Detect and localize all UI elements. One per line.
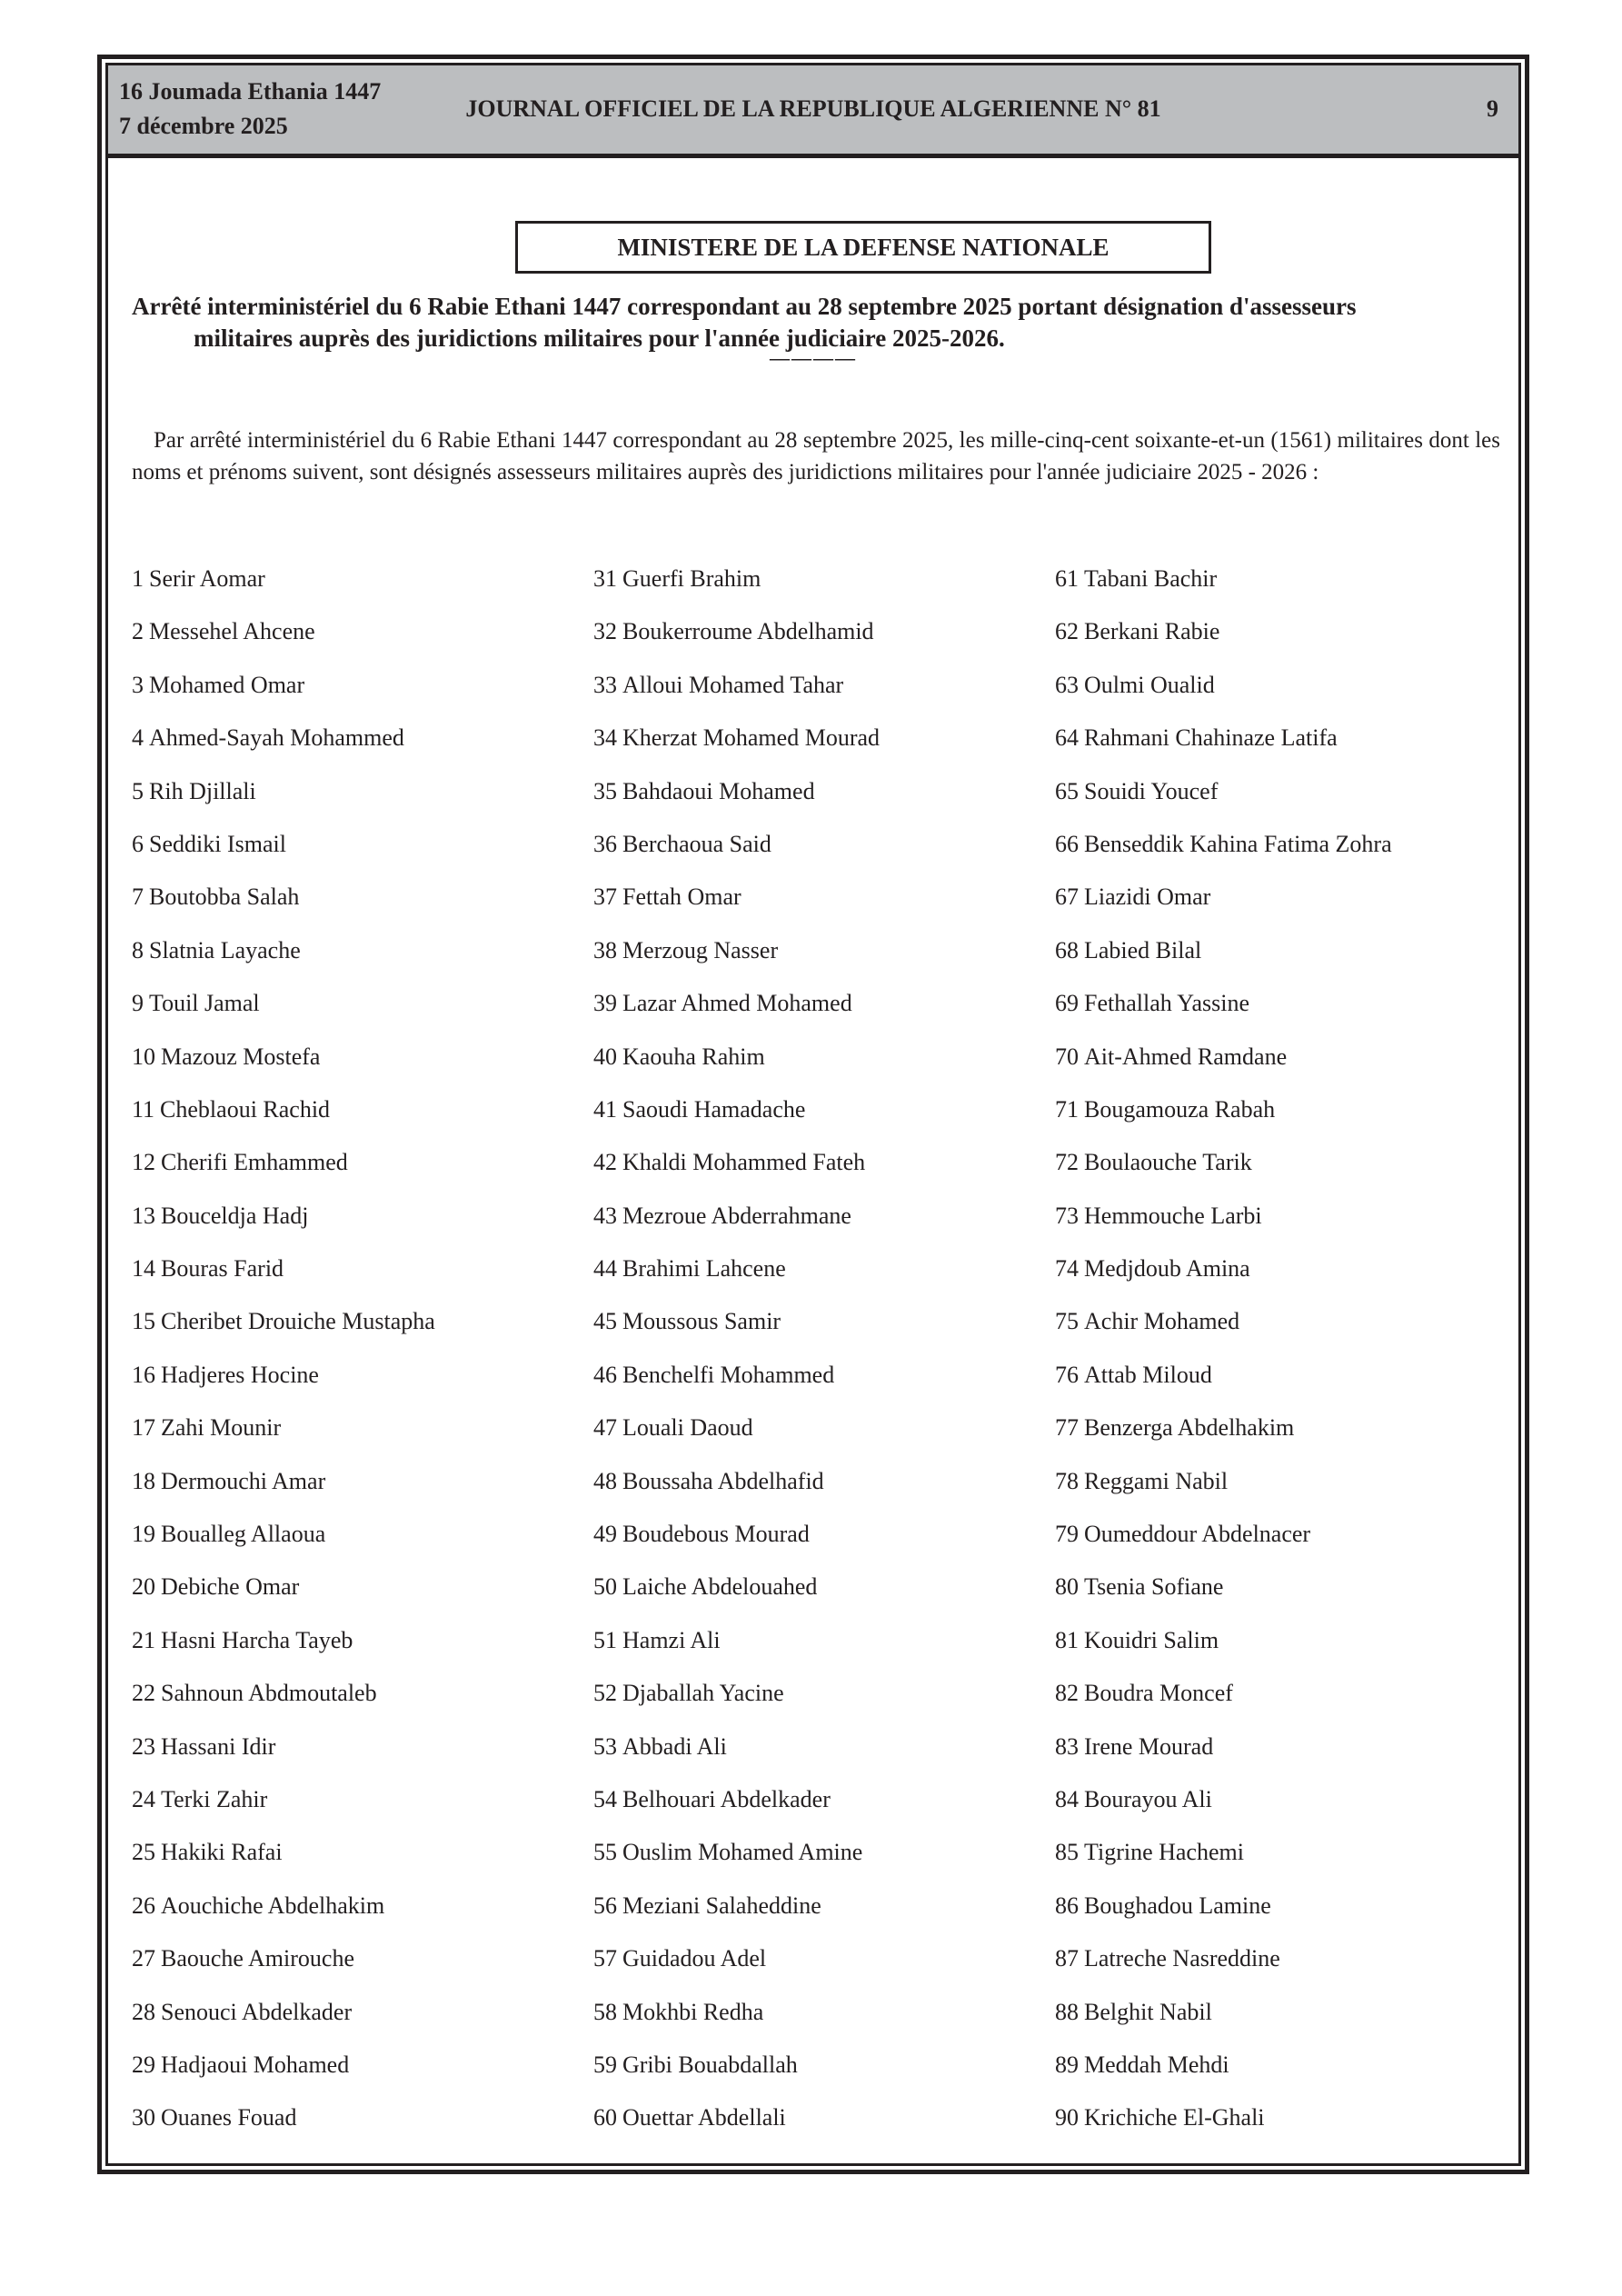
list-item-number: 61 <box>1055 565 1079 592</box>
list-item-name: Lazar Ahmed Mohamed <box>622 990 852 1017</box>
list-item-name: Fettah Omar <box>622 883 741 911</box>
list-item-number: 73 <box>1055 1202 1079 1229</box>
decree-intro-text: Par arrêté interministériel du 6 Rabie Ethani 1447 correspondant au 28 septembre 2025, les mille-cinq-cent soixante-et-un (1561) militaires dont les noms et prénoms suivent, sont désignés assesseurs militaires auprès des juridictions militaires pour l'année judiciaire 2025 - 2026 : <box>132 428 1500 484</box>
list-item-number: 59 <box>593 2051 617 2078</box>
list-item-name: Fethallah Yassine <box>1084 990 1249 1017</box>
list-item <box>593 774 1048 826</box>
list-item-name: Cherifi Emhammed <box>161 1149 348 1176</box>
list-item-name: Alloui Mohamed Tahar <box>622 671 844 698</box>
list-item-number: 40 <box>593 1043 617 1070</box>
list-item-number: 34 <box>593 724 617 752</box>
list-item-name: Boukerroume Abdelhamid <box>622 618 874 645</box>
list-item <box>132 774 586 826</box>
list-item-number: 39 <box>593 990 617 1017</box>
list-item-number: 26 <box>132 1892 155 1919</box>
list-item <box>1055 1729 1509 1782</box>
list-item <box>593 1834 1048 1887</box>
list-item-number: 8 <box>132 936 144 963</box>
list-item-name: Slatnia Layache <box>149 936 301 963</box>
journal-title: JOURNAL OFFICIEL DE LA REPUBLIQUE ALGERIENNE N° 81 <box>465 95 1161 122</box>
list-item-name: Touil Jamal <box>149 990 260 1017</box>
list-item-name: Benzerga Abdelhakim <box>1084 1414 1295 1442</box>
list-item <box>132 561 586 614</box>
journal-header <box>108 65 1518 158</box>
names-column-1 <box>132 561 586 2153</box>
list-item <box>132 1144 586 1197</box>
list-item <box>1055 1251 1509 1303</box>
list-item-number: 4 <box>132 724 144 752</box>
list-item-name: Zahi Mounir <box>161 1414 282 1442</box>
list-item <box>593 1410 1048 1462</box>
decree-title-line2: militaires auprès des juridictions militaires pour l'année judiciaire 2025-2026. <box>194 324 1005 352</box>
list-item <box>132 985 586 1038</box>
list-item-number: 58 <box>593 1998 617 2025</box>
list-item <box>132 614 586 666</box>
list-item-name: Hassani Idir <box>161 1732 276 1760</box>
list-item-number: 80 <box>1055 1573 1079 1601</box>
list-item-number: 12 <box>132 1149 155 1176</box>
list-item-number: 21 <box>132 1626 155 1653</box>
list-item-number: 35 <box>593 777 617 804</box>
list-item <box>132 1941 586 1993</box>
list-item-name: Tabani Bachir <box>1084 565 1218 592</box>
list-item <box>132 1994 586 2047</box>
list-item <box>1055 614 1509 666</box>
list-item-name: Messehel Ahcene <box>149 618 315 645</box>
list-item-name: Mokhbi Redha <box>622 1998 764 2025</box>
list-item <box>132 1516 586 1569</box>
list-item-name: Djaballah Yacine <box>622 1680 784 1707</box>
list-item <box>593 1039 1048 1092</box>
list-item-name: Gribi Bouabdallah <box>622 2051 798 2078</box>
list-item-name: Ouslim Mohamed Amine <box>622 1839 863 1866</box>
list-item-name: Achir Mohamed <box>1084 1308 1240 1335</box>
list-item-number: 90 <box>1055 2104 1079 2131</box>
list-item-number: 63 <box>1055 671 1079 698</box>
list-item-name: Senouci Abdelkader <box>161 1998 353 2025</box>
list-item <box>1055 1039 1509 1092</box>
list-item <box>593 1463 1048 1516</box>
list-item-name: Seddiki Ismail <box>149 830 286 857</box>
list-item-name: Ahmed-Sayah Mohammed <box>149 724 404 752</box>
list-item-name: Oulmi Oualid <box>1084 671 1215 698</box>
list-item-number: 84 <box>1055 1785 1079 1812</box>
list-item-number: 2 <box>132 618 144 645</box>
list-item <box>593 561 1048 614</box>
list-item-number: 24 <box>132 1785 155 1812</box>
list-item-number: 88 <box>1055 1998 1079 2025</box>
list-item <box>593 1357 1048 1410</box>
list-item-name: Guidadou Adel <box>622 1945 767 1972</box>
list-item-name: Ouettar Abdellali <box>622 2104 786 2131</box>
decree-title <box>132 291 1502 354</box>
decree-title-line1: Arrêté interministériel du 6 Rabie Ethani 1447 correspondant au 28 septembre 2025 portant désignation d'assesseurs <box>132 293 1357 320</box>
list-item <box>593 1251 1048 1303</box>
list-item-name: Sahnoun Abdmoutaleb <box>161 1680 377 1707</box>
list-item-name: Boutobba Salah <box>149 883 300 911</box>
list-item-name: Boulaouche Tarik <box>1084 1149 1252 1176</box>
list-item-name: Berchaoua Said <box>622 830 771 857</box>
list-item <box>1055 720 1509 773</box>
list-item <box>132 1622 586 1675</box>
list-item-name: Rih Djillali <box>149 777 256 804</box>
list-item-name: Hemmouche Larbi <box>1084 1202 1262 1229</box>
list-item-number: 17 <box>132 1414 155 1442</box>
list-item <box>132 2100 586 2152</box>
list-item-name: Meziani Salaheddine <box>622 1892 821 1919</box>
list-item-name: Moussous Samir <box>622 1308 781 1335</box>
list-item-number: 14 <box>132 1255 155 1283</box>
section-separator: ———— <box>770 346 857 369</box>
list-item-name: Latreche Nasreddine <box>1084 1945 1280 1972</box>
gregorian-date: 7 décembre 2025 <box>119 113 288 139</box>
list-item-name: Boudebous Mourad <box>622 1521 810 1548</box>
list-item <box>132 1357 586 1410</box>
list-item-number: 72 <box>1055 1149 1079 1176</box>
list-item-name: Berkani Rabie <box>1084 618 1220 645</box>
list-item-number: 85 <box>1055 1839 1079 1866</box>
list-item-number: 71 <box>1055 1095 1079 1123</box>
list-item-number: 57 <box>593 1945 617 1972</box>
list-item-number: 10 <box>132 1043 155 1070</box>
list-item-name: Tigrine Hachemi <box>1084 1839 1244 1866</box>
list-item-name: Cheblaoui Rachid <box>160 1095 331 1123</box>
list-item-name: Aouchiche Abdelhakim <box>161 1892 385 1919</box>
list-item <box>593 1729 1048 1782</box>
list-item-name: Bouras Farid <box>161 1255 284 1283</box>
list-item-number: 30 <box>132 2104 155 2131</box>
list-item-name: Boualleg Allaoua <box>161 1521 326 1548</box>
list-item <box>132 1569 586 1622</box>
list-item <box>1055 774 1509 826</box>
list-item-name: Irene Mourad <box>1084 1732 1214 1760</box>
list-item-number: 55 <box>593 1839 617 1866</box>
list-item-number: 41 <box>593 1095 617 1123</box>
list-item <box>1055 1675 1509 1728</box>
list-item-number: 75 <box>1055 1308 1079 1335</box>
list-item-number: 33 <box>593 671 617 698</box>
list-item <box>593 1092 1048 1144</box>
list-item-name: Oumeddour Abdelnacer <box>1084 1521 1311 1548</box>
list-item-name: Rahmani Chahinaze Latifa <box>1084 724 1338 752</box>
list-item <box>1055 1357 1509 1410</box>
list-item-number: 86 <box>1055 1892 1079 1919</box>
list-item <box>593 614 1048 666</box>
list-item-number: 7 <box>132 883 144 911</box>
list-item <box>1055 561 1509 614</box>
list-item-name: Liazidi Omar <box>1084 883 1211 911</box>
list-item-number: 43 <box>593 1202 617 1229</box>
list-item-name: Benseddik Kahina Fatima Zohra <box>1084 830 1392 857</box>
list-item-number: 53 <box>593 1732 617 1760</box>
list-item-number: 60 <box>593 2104 617 2131</box>
list-item-number: 15 <box>132 1308 155 1335</box>
list-item-number: 68 <box>1055 936 1079 963</box>
list-item-number: 64 <box>1055 724 1079 752</box>
list-item-number: 11 <box>132 1095 155 1123</box>
list-item <box>132 1092 586 1144</box>
list-item <box>132 720 586 773</box>
list-item-name: Bourayou Ali <box>1084 1785 1212 1812</box>
list-item-name: Kherzat Mohamed Mourad <box>622 724 881 752</box>
list-item <box>1055 985 1509 1038</box>
list-item <box>132 1198 586 1251</box>
list-item <box>593 1782 1048 1834</box>
list-item-name: Hasni Harcha Tayeb <box>161 1626 353 1653</box>
list-item-name: Bouceldja Hadj <box>161 1202 309 1229</box>
list-item <box>593 1675 1048 1728</box>
list-item-name: Bahdaoui Mohamed <box>622 777 815 804</box>
list-item-name: Guerfi Brahim <box>622 565 761 592</box>
list-item-number: 5 <box>132 777 144 804</box>
list-item <box>593 2100 1048 2152</box>
list-item-name: Khaldi Mohammed Fateh <box>622 1149 866 1176</box>
list-item-name: Serir Aomar <box>149 565 265 592</box>
ministry-heading: MINISTERE DE LA DEFENSE NATIONALE <box>515 221 1211 274</box>
list-item-number: 13 <box>132 1202 155 1229</box>
list-item-number: 19 <box>132 1521 155 1548</box>
list-item <box>132 1410 586 1462</box>
list-item-number: 23 <box>132 1732 155 1760</box>
list-item-number: 81 <box>1055 1626 1079 1653</box>
list-item <box>1055 1092 1509 1144</box>
list-item-number: 37 <box>593 883 617 911</box>
list-item-number: 27 <box>132 1945 155 1972</box>
list-item <box>593 1516 1048 1569</box>
list-item-name: Labied Bilal <box>1084 936 1202 963</box>
page-number: 9 <box>1487 95 1498 122</box>
list-item <box>1055 2100 1509 2152</box>
list-item-name: Mezroue Abderrahmane <box>622 1202 851 1229</box>
list-item <box>132 667 586 720</box>
list-item-number: 31 <box>593 565 617 592</box>
list-item <box>593 1144 1048 1197</box>
list-item-name: Bougamouza Rabah <box>1084 1095 1276 1123</box>
list-item <box>593 985 1048 1038</box>
list-item-name: Debiche Omar <box>161 1573 300 1601</box>
list-item <box>132 826 586 879</box>
list-item <box>1055 1303 1509 1356</box>
list-item-number: 47 <box>593 1414 617 1442</box>
list-item <box>132 2047 586 2100</box>
list-item-number: 52 <box>593 1680 617 1707</box>
list-item-number: 38 <box>593 936 617 963</box>
list-item-number: 44 <box>593 1255 617 1283</box>
list-item-number: 6 <box>132 830 144 857</box>
list-item-name: Meddah Mehdi <box>1084 2051 1229 2078</box>
list-item-name: Kaouha Rahim <box>622 1043 765 1070</box>
list-item-name: Reggami Nabil <box>1084 1467 1229 1494</box>
list-item <box>593 1994 1048 2047</box>
list-item-number: 29 <box>132 2051 155 2078</box>
list-item <box>1055 1516 1509 1569</box>
list-item <box>593 1888 1048 1941</box>
list-item-name: Louali Daoud <box>622 1414 753 1442</box>
list-item-name: Mazouz Mostefa <box>161 1043 321 1070</box>
list-item-name: Abbadi Ali <box>622 1732 727 1760</box>
decree-intro-paragraph <box>132 424 1500 488</box>
list-item-name: Merzoug Nasser <box>622 936 779 963</box>
list-item <box>1055 1888 1509 1941</box>
list-item-number: 49 <box>593 1521 617 1548</box>
names-column-3 <box>1055 561 1509 2153</box>
list-item-name: Dermouchi Amar <box>161 1467 326 1494</box>
list-item-number: 76 <box>1055 1361 1079 1388</box>
list-item-number: 74 <box>1055 1255 1079 1283</box>
list-item <box>1055 826 1509 879</box>
list-item <box>132 1251 586 1303</box>
list-item <box>132 1303 586 1356</box>
list-item-number: 77 <box>1055 1414 1079 1442</box>
list-item-number: 28 <box>132 1998 155 2025</box>
list-item-name: Attab Miloud <box>1084 1361 1212 1388</box>
list-item-number: 22 <box>132 1680 155 1707</box>
list-item <box>1055 1782 1509 1834</box>
list-item <box>593 720 1048 773</box>
list-item-number: 89 <box>1055 2051 1079 2078</box>
list-item-name: Hakiki Rafai <box>161 1839 283 1866</box>
list-item-number: 70 <box>1055 1043 1079 1070</box>
list-item <box>132 879 586 932</box>
list-item-name: Baouche Amirouche <box>161 1945 354 1972</box>
list-item-number: 51 <box>593 1626 617 1653</box>
list-item-number: 67 <box>1055 883 1079 911</box>
list-item-number: 1 <box>132 565 144 592</box>
list-item-name: Saoudi Hamadache <box>622 1095 806 1123</box>
list-item <box>132 1039 586 1092</box>
list-item-name: Boudra Moncef <box>1084 1680 1233 1707</box>
list-item-number: 32 <box>593 618 617 645</box>
list-item-number: 69 <box>1055 990 1079 1017</box>
names-column-2 <box>593 561 1048 2153</box>
list-item-number: 79 <box>1055 1521 1079 1548</box>
list-item <box>1055 1941 1509 1993</box>
list-item-name: Hamzi Ali <box>622 1626 721 1653</box>
list-item <box>1055 667 1509 720</box>
list-item <box>593 2047 1048 2100</box>
list-item <box>593 667 1048 720</box>
list-item-name: Medjdoub Amina <box>1084 1255 1250 1283</box>
list-item <box>1055 1144 1509 1197</box>
list-item <box>1055 2047 1509 2100</box>
list-item-name: Belghit Nabil <box>1084 1998 1212 2025</box>
list-item-number: 65 <box>1055 777 1079 804</box>
list-item <box>593 1622 1048 1675</box>
list-item-name: Brahimi Lahcene <box>622 1255 786 1283</box>
list-item <box>132 1782 586 1834</box>
list-item <box>593 879 1048 932</box>
list-item-number: 20 <box>132 1573 155 1601</box>
list-item-name: Ait-Ahmed Ramdane <box>1084 1043 1288 1070</box>
list-item <box>1055 1622 1509 1675</box>
list-item <box>132 1675 586 1728</box>
list-item-number: 25 <box>132 1839 155 1866</box>
list-item <box>132 1463 586 1516</box>
list-item <box>1055 1994 1509 2047</box>
list-item-number: 48 <box>593 1467 617 1494</box>
list-item-number: 16 <box>132 1361 155 1388</box>
list-item-number: 56 <box>593 1892 617 1919</box>
list-item <box>132 1729 586 1782</box>
page-frame <box>97 55 1529 2174</box>
list-item <box>1055 1198 1509 1251</box>
list-item <box>1055 1463 1509 1516</box>
list-item-name: Tsenia Sofiane <box>1084 1573 1224 1601</box>
list-item-number: 18 <box>132 1467 155 1494</box>
list-item <box>132 1834 586 1887</box>
list-item-name: Belhouari Abdelkader <box>622 1785 831 1812</box>
list-item <box>593 933 1048 985</box>
list-item-number: 9 <box>132 990 144 1017</box>
list-item <box>1055 1410 1509 1462</box>
list-item <box>1055 879 1509 932</box>
list-item-name: Boussaha Abdelhafid <box>622 1467 824 1494</box>
list-item-name: Ouanes Fouad <box>161 2104 297 2131</box>
list-item-number: 62 <box>1055 618 1079 645</box>
list-item-name: Hadjeres Hocine <box>161 1361 319 1388</box>
list-item <box>593 826 1048 879</box>
list-item-name: Kouidri Salim <box>1084 1626 1219 1653</box>
list-item <box>1055 1569 1509 1622</box>
list-item-number: 36 <box>593 830 617 857</box>
list-item-number: 3 <box>132 671 144 698</box>
list-item-name: Laiche Abdelouahed <box>622 1573 818 1601</box>
list-item-name: Terki Zahir <box>161 1785 268 1812</box>
list-item <box>1055 1834 1509 1887</box>
list-item <box>132 1888 586 1941</box>
hijri-date: 16 Joumada Ethania 1447 <box>119 78 382 105</box>
list-item-number: 54 <box>593 1785 617 1812</box>
list-item-name: Hadjaoui Mohamed <box>161 2051 350 2078</box>
list-item-number: 66 <box>1055 830 1079 857</box>
list-item-name: Boughadou Lamine <box>1084 1892 1271 1919</box>
list-item <box>593 1941 1048 1993</box>
list-item-number: 50 <box>593 1573 617 1601</box>
list-item-number: 45 <box>593 1308 617 1335</box>
list-item-number: 78 <box>1055 1467 1079 1494</box>
list-item-number: 83 <box>1055 1732 1079 1760</box>
list-item <box>1055 933 1509 985</box>
page-frame-inner <box>105 63 1521 2166</box>
list-item-name: Cheribet Drouiche Mustapha <box>161 1308 435 1335</box>
list-item <box>593 1303 1048 1356</box>
list-item <box>132 933 586 985</box>
list-item <box>593 1569 1048 1622</box>
list-item-number: 87 <box>1055 1945 1079 1972</box>
list-item-number: 42 <box>593 1149 617 1176</box>
list-item-name: Mohamed Omar <box>149 671 305 698</box>
list-item-number: 46 <box>593 1361 617 1388</box>
list-item <box>593 1198 1048 1251</box>
list-item-name: Krichiche El-Ghali <box>1084 2104 1265 2131</box>
list-item-name: Souidi Youcef <box>1084 777 1219 804</box>
list-item-number: 82 <box>1055 1680 1079 1707</box>
list-item-name: Benchelfi Mohammed <box>622 1361 835 1388</box>
